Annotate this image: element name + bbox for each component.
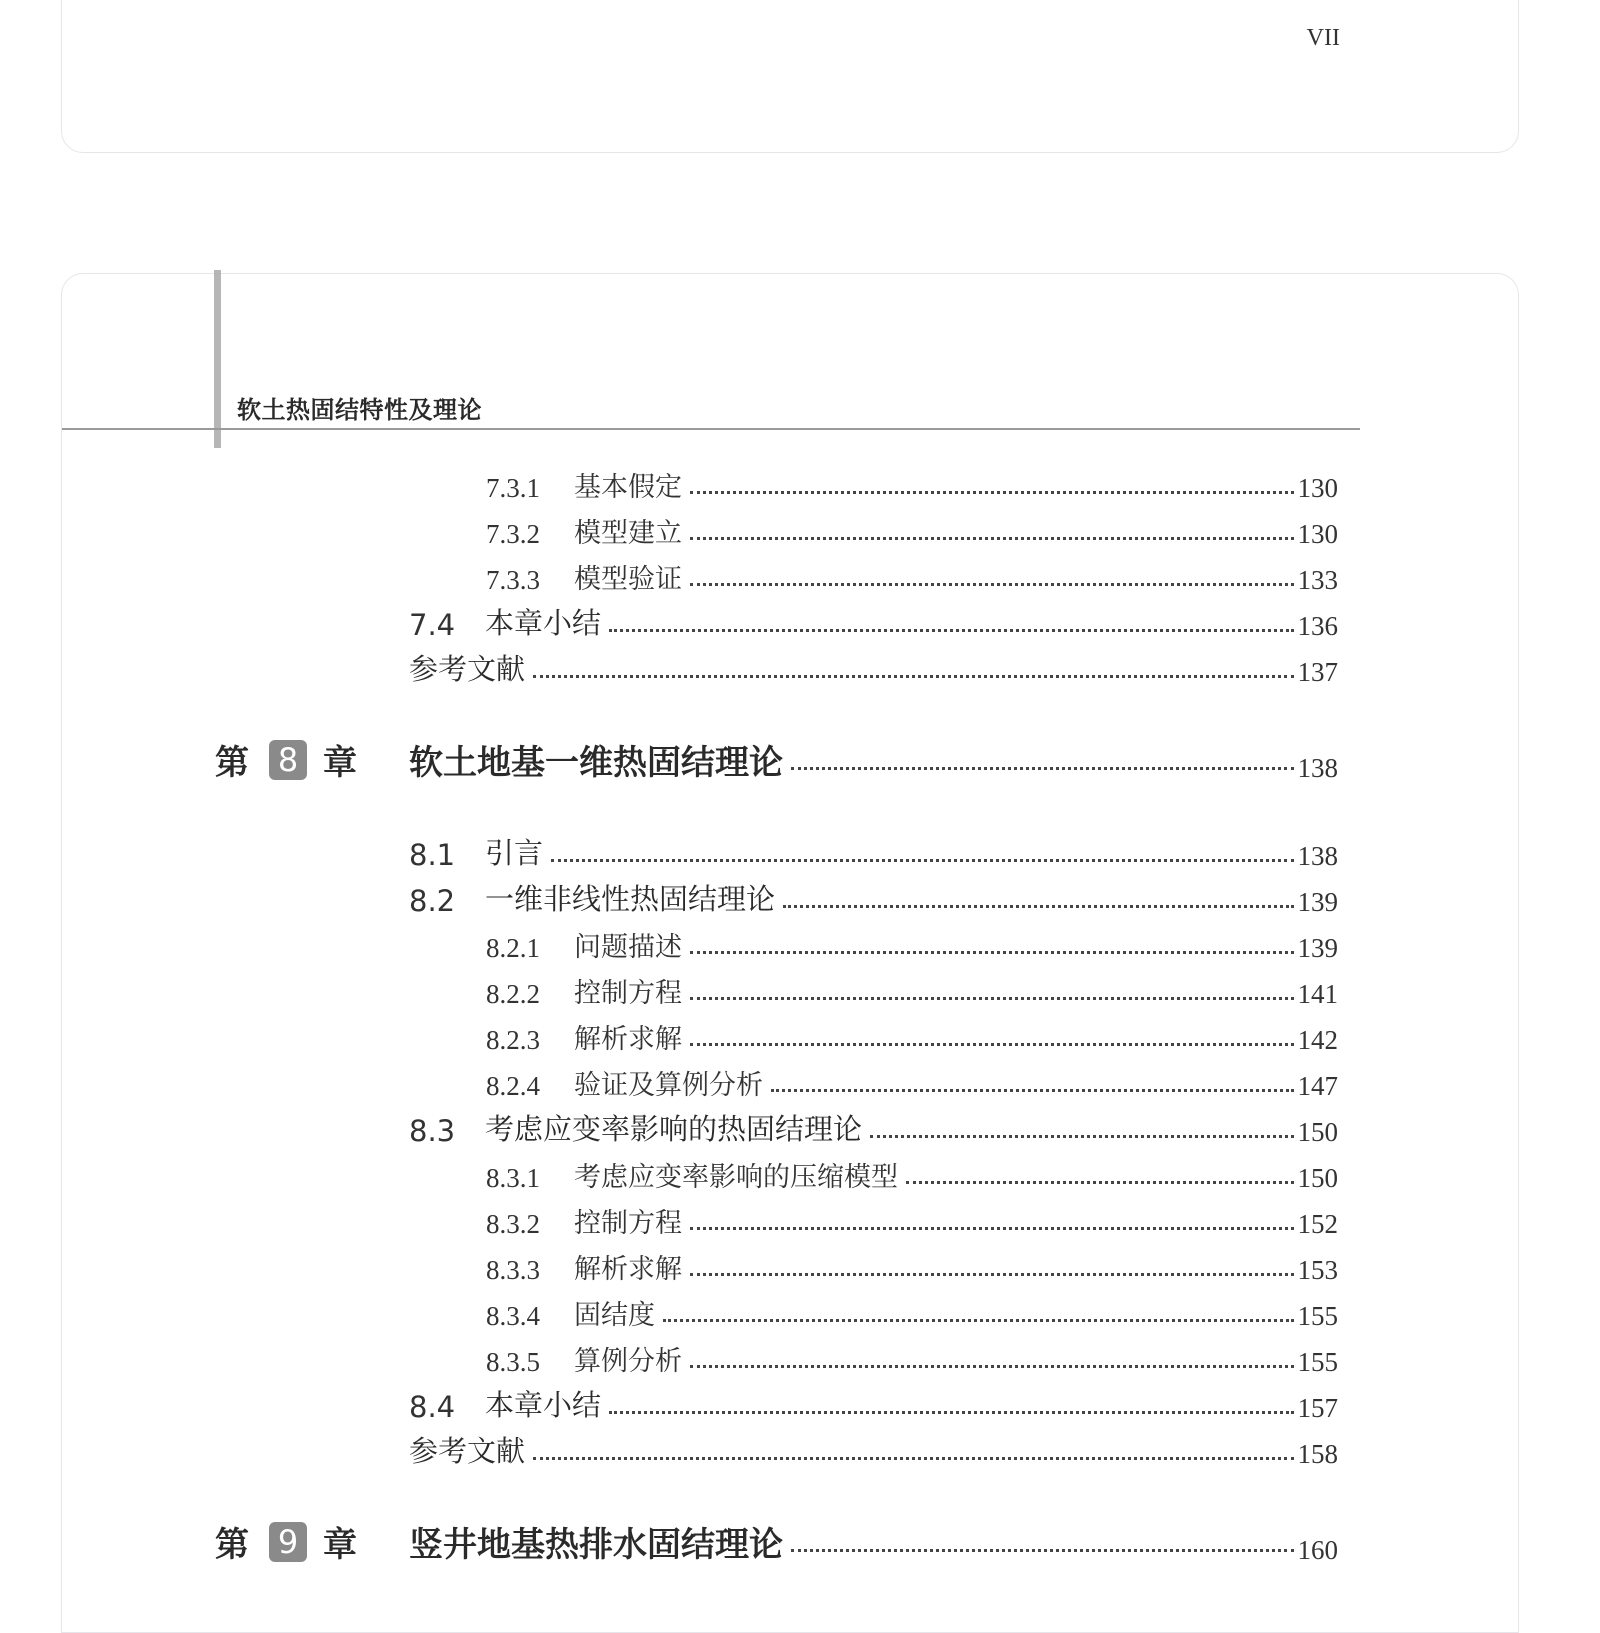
toc-entry[interactable] xyxy=(486,1062,1338,1102)
toc-entry-page: 147 xyxy=(1297,1071,1338,1101)
running-head: 软土热固结特性及理论 xyxy=(237,396,482,424)
dot-leader xyxy=(533,1457,1293,1460)
toc-entry-number: 8.3.5 xyxy=(486,1347,540,1377)
toc-entry-title: 考虑应变率影响的热固结理论 xyxy=(485,1112,863,1146)
toc-entry[interactable] xyxy=(409,832,1338,872)
dot-leader xyxy=(771,1089,1294,1092)
dot-leader xyxy=(690,1227,1294,1230)
toc-entry-title: 控制方程 xyxy=(574,978,682,1009)
toc-entry-page: 155 xyxy=(1297,1347,1338,1377)
toc-entry-title: 问题描述 xyxy=(574,932,682,963)
toc-entry-number: 7.3.2 xyxy=(486,519,540,549)
toc-entry-title: 考虑应变率影响的压缩模型 xyxy=(574,1162,898,1193)
dot-leader xyxy=(551,859,1293,862)
toc-entry-title: 算例分析 xyxy=(574,1346,682,1377)
toc-entry[interactable] xyxy=(486,464,1338,504)
toc-entry-page: 139 xyxy=(1297,933,1338,963)
dot-leader xyxy=(690,1273,1294,1276)
toc-entry-page: 139 xyxy=(1297,887,1338,917)
toc-entry-page: 130 xyxy=(1297,519,1338,549)
chapter-label xyxy=(215,735,409,784)
dot-leader xyxy=(690,491,1294,494)
dot-leader xyxy=(663,1319,1294,1322)
toc-entry-title: 固结度 xyxy=(574,1300,655,1331)
toc-entry[interactable] xyxy=(409,1108,1338,1148)
toc-entry-page: 160 xyxy=(1297,1535,1338,1565)
header-side-bar xyxy=(214,270,221,448)
toc-entry-title: 控制方程 xyxy=(574,1208,682,1239)
toc-entry-page: 142 xyxy=(1297,1025,1338,1055)
toc-entry-title: 解析求解 xyxy=(574,1254,682,1285)
toc-entry-number: 8.3.4 xyxy=(486,1301,540,1331)
chapter-prefix: 第 xyxy=(215,743,249,783)
toc-entry-page: 157 xyxy=(1297,1393,1338,1423)
chapter-title: 竖井地基热排水固结理论 xyxy=(409,1525,783,1565)
page-number: VII xyxy=(1306,25,1340,51)
header-rule xyxy=(62,428,1360,430)
toc-entry-title: 参考文献 xyxy=(409,652,526,686)
toc-entry[interactable] xyxy=(486,970,1338,1010)
chapter-prefix: 第 xyxy=(215,1525,249,1565)
toc-entry-title: 本章小结 xyxy=(485,1388,602,1422)
toc-entry-number: 8.3.3 xyxy=(486,1255,540,1285)
toc-entry-title: 基本假定 xyxy=(574,472,682,503)
chapter-label xyxy=(215,1517,409,1566)
dot-leader xyxy=(690,1043,1294,1046)
toc-entry-page: 138 xyxy=(1297,753,1338,783)
toc-entry-page: 153 xyxy=(1297,1255,1338,1285)
toc-entry[interactable] xyxy=(486,1338,1338,1378)
dot-leader xyxy=(609,629,1293,632)
dot-leader xyxy=(906,1181,1294,1184)
toc-entry-title: 模型验证 xyxy=(574,564,682,595)
dot-leader xyxy=(690,951,1294,954)
toc-entry-number: 8.1 xyxy=(409,838,456,872)
toc-entry-page: 150 xyxy=(1297,1117,1338,1147)
dot-leader xyxy=(870,1135,1293,1138)
dot-leader xyxy=(783,905,1293,908)
toc-entry[interactable] xyxy=(409,602,1338,642)
toc-entry-number: 8.2.1 xyxy=(486,933,540,963)
chapter-number-badge: 9 xyxy=(269,1522,307,1562)
toc-entry[interactable] xyxy=(486,1200,1338,1240)
chapter-title: 软土地基一维热固结理论 xyxy=(409,743,783,783)
toc-entry[interactable] xyxy=(486,1292,1338,1332)
toc-entry[interactable] xyxy=(486,924,1338,964)
chapter-number-badge: 8 xyxy=(269,740,307,780)
dot-leader xyxy=(791,1549,1294,1552)
toc-entry-page: 138 xyxy=(1297,841,1338,871)
toc-entry[interactable] xyxy=(409,878,1338,918)
toc-entry[interactable] xyxy=(486,1154,1338,1194)
toc-entry-page: 133 xyxy=(1297,565,1338,595)
dot-leader xyxy=(690,997,1294,1000)
toc-entry-number: 8.2.2 xyxy=(486,979,540,1009)
dot-leader xyxy=(791,767,1294,770)
dot-leader xyxy=(690,1365,1294,1368)
toc-entry-page: 150 xyxy=(1297,1163,1338,1193)
toc-entry-number: 8.3.2 xyxy=(486,1209,540,1239)
toc-entry[interactable] xyxy=(486,556,1338,596)
toc-entry-number: 8.3.1 xyxy=(486,1163,540,1193)
toc-entry-title: 模型建立 xyxy=(574,518,682,549)
toc-entry-title: 解析求解 xyxy=(574,1024,682,1055)
toc-entry-page: 158 xyxy=(1297,1439,1338,1469)
chapter-suffix: 章 xyxy=(323,743,357,783)
toc-entry-page: 155 xyxy=(1297,1301,1338,1331)
toc-entry-title: 引言 xyxy=(485,836,544,870)
toc-entry-number: 8.4 xyxy=(409,1390,456,1424)
toc-entry-references[interactable] xyxy=(409,1430,1338,1470)
toc-entry-number: 8.3 xyxy=(409,1114,456,1148)
toc-entry-title: 参考文献 xyxy=(409,1434,526,1468)
toc-entry-page: 141 xyxy=(1297,979,1338,1009)
toc-entry[interactable] xyxy=(486,1246,1338,1286)
toc-entry[interactable] xyxy=(486,1016,1338,1056)
toc-entry[interactable] xyxy=(486,510,1338,550)
toc-chapter-entry[interactable] xyxy=(215,734,1338,784)
toc-entry-title: 本章小结 xyxy=(485,606,602,640)
toc-entry-number: 7.3.3 xyxy=(486,565,540,595)
toc-entry-page: 130 xyxy=(1297,473,1338,503)
toc-entry-references[interactable] xyxy=(409,648,1338,688)
toc-entry-number: 8.2 xyxy=(409,884,456,918)
toc-entry-page: 137 xyxy=(1297,657,1338,687)
dot-leader xyxy=(690,583,1294,586)
toc-entry-title: 验证及算例分析 xyxy=(574,1070,763,1101)
toc-entry-number: 8.2.3 xyxy=(486,1025,540,1055)
toc-entry-number: 8.2.4 xyxy=(486,1071,540,1101)
toc-entry[interactable] xyxy=(409,1384,1338,1424)
dot-leader xyxy=(533,675,1293,678)
dot-leader xyxy=(609,1411,1293,1414)
toc-entry-number: 7.4 xyxy=(409,608,456,642)
chapter-suffix: 章 xyxy=(323,1525,357,1565)
toc-chapter-entry[interactable] xyxy=(215,1516,1338,1566)
toc-entry-title: 一维非线性热固结理论 xyxy=(485,882,776,916)
dot-leader xyxy=(690,537,1294,540)
toc-entry-number: 7.3.1 xyxy=(486,473,540,503)
toc-entry-page: 136 xyxy=(1297,611,1338,641)
previous-page-card xyxy=(61,0,1519,153)
toc-entry-page: 152 xyxy=(1297,1209,1338,1239)
toc-page-card xyxy=(61,273,1519,1633)
